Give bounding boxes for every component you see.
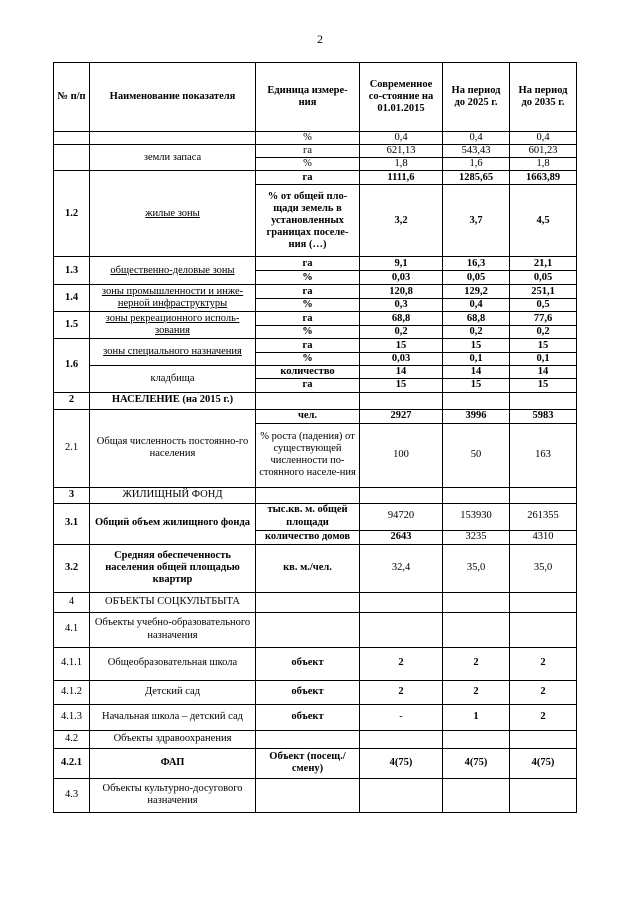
table-row <box>54 392 577 409</box>
value-2025: 2 <box>443 680 510 704</box>
value-2025: 0,1 <box>443 353 510 366</box>
value-2035: 15 <box>510 339 577 353</box>
table-row <box>54 647 577 680</box>
unit-cell: % от общей пло-щади земель в установленных границах поселе-ния (…) <box>256 185 360 257</box>
unit-cell: га <box>256 379 360 392</box>
value-current: 0,3 <box>360 299 443 312</box>
value-current: 94720 <box>360 503 443 530</box>
unit-cell: чел. <box>256 409 360 423</box>
value-current: 15 <box>360 339 443 353</box>
value-2035: 77,6 <box>510 312 577 326</box>
value-2035: 2 <box>510 647 577 680</box>
row-name: Объекты учебно-образовательного назначения <box>90 612 256 647</box>
value-current: 0,03 <box>360 271 443 285</box>
table-row <box>54 544 577 592</box>
unit-cell: % <box>256 158 360 171</box>
value-current: 9,1 <box>360 257 443 271</box>
value-2035: 35,0 <box>510 544 577 592</box>
value-2025: 1285,65 <box>443 171 510 185</box>
page-number: 2 <box>317 32 323 46</box>
row-number: 1.4 <box>54 285 90 312</box>
unit-cell: % <box>256 326 360 339</box>
value-2035: 21,1 <box>510 257 577 271</box>
row-number: 1.2 <box>54 171 90 257</box>
value-current: 15 <box>360 379 443 392</box>
row-number: 4.2 <box>54 730 90 748</box>
value-current: 1111,6 <box>360 171 443 185</box>
table-row <box>54 285 577 299</box>
row-number: 4.1 <box>54 612 90 647</box>
row-name: Объекты культурно-досугового назначения <box>90 778 256 812</box>
row-number: 4.1.1 <box>54 647 90 680</box>
value-current: 2927 <box>360 409 443 423</box>
table-row <box>54 704 577 730</box>
value-current: 0,2 <box>360 326 443 339</box>
row-number: 2 <box>54 392 90 409</box>
header-current: Современное со-стояние на 01.01.2015 <box>360 63 443 132</box>
value-2035: 14 <box>510 366 577 379</box>
value-2025: 15 <box>443 339 510 353</box>
value-2025: 543,43 <box>443 145 510 158</box>
value-2035: 251,1 <box>510 285 577 299</box>
value-2035: 15 <box>510 379 577 392</box>
value-2035: 0,05 <box>510 271 577 285</box>
row-name: Средняя обеспеченность населения общей площадью квартир <box>90 544 256 592</box>
unit-cell: количество домов <box>256 530 360 544</box>
value-current: 3,2 <box>360 185 443 257</box>
value-2035: 2 <box>510 680 577 704</box>
unit-cell: % <box>256 353 360 366</box>
table-row <box>54 612 577 647</box>
section-title: ЖИЛИЩНЫЙ ФОНД <box>90 487 256 503</box>
value-current: 2 <box>360 647 443 680</box>
indicators-table <box>53 62 577 813</box>
row-number: 4.1.2 <box>54 680 90 704</box>
table-row <box>54 592 577 612</box>
row-number: 1.6 <box>54 339 90 392</box>
value-2035: 163 <box>510 423 577 487</box>
section-title: ОБЪЕКТЫ СОЦКУЛЬТБЫТА <box>90 592 256 612</box>
row-number: 4.3 <box>54 778 90 812</box>
row-name: Общий объем жилищного фонда <box>90 503 256 544</box>
value-2025: 2 <box>443 647 510 680</box>
table-row <box>54 487 577 503</box>
value-current: 120,8 <box>360 285 443 299</box>
value-2035: 0,5 <box>510 299 577 312</box>
value-2025: 1,6 <box>443 158 510 171</box>
row-name: зоны промышленности и инже-нерной инфраструктуры <box>90 285 256 312</box>
row-number: 2.1 <box>54 409 90 487</box>
unit-cell: га <box>256 339 360 353</box>
value-2025: 0,4 <box>443 132 510 145</box>
value-2025: 0,05 <box>443 271 510 285</box>
row-name: кладбища <box>90 366 256 392</box>
value-2025: 153930 <box>443 503 510 530</box>
row-number: 4.1.3 <box>54 704 90 730</box>
unit-cell: количество <box>256 366 360 379</box>
value-2035: 4(75) <box>510 748 577 778</box>
value-2035: 4310 <box>510 530 577 544</box>
header-name: Наименование показателя <box>90 63 256 132</box>
value-2025: 68,8 <box>443 312 510 326</box>
value-2035: 5983 <box>510 409 577 423</box>
value-2025: 3235 <box>443 530 510 544</box>
table-row <box>54 132 577 145</box>
unit-cell: % <box>256 299 360 312</box>
unit-cell: га <box>256 257 360 271</box>
value-2025: 1 <box>443 704 510 730</box>
row-number: 3 <box>54 487 90 503</box>
row-number: 4.2.1 <box>54 748 90 778</box>
row-name: земли запаса <box>90 145 256 171</box>
row-number: 4 <box>54 592 90 612</box>
value-current: 4(75) <box>360 748 443 778</box>
table-row <box>54 171 577 185</box>
unit-cell: тыс.кв. м. общей площади <box>256 503 360 530</box>
table-row <box>54 257 577 271</box>
table-row <box>54 503 577 530</box>
value-2025: 50 <box>443 423 510 487</box>
value-2025: 3,7 <box>443 185 510 257</box>
value-2025: 129,2 <box>443 285 510 299</box>
value-current: 1,8 <box>360 158 443 171</box>
row-name: Начальная школа – детский сад <box>90 704 256 730</box>
table-row <box>54 748 577 778</box>
value-2025: 15 <box>443 379 510 392</box>
unit-cell: га <box>256 312 360 326</box>
value-current: 0,03 <box>360 353 443 366</box>
value-2025: 3996 <box>443 409 510 423</box>
table-header-row <box>54 63 577 132</box>
value-2025: 14 <box>443 366 510 379</box>
value-current: 2643 <box>360 530 443 544</box>
row-name: зоны специального назначения <box>90 339 256 366</box>
row-name: Общеобразовательная школа <box>90 647 256 680</box>
unit-cell: Объект (посещ./смену) <box>256 748 360 778</box>
value-2035: 601,23 <box>510 145 577 158</box>
value-2035: 1663,89 <box>510 171 577 185</box>
header-unit: Единица измере-ния <box>256 63 360 132</box>
row-number: 1.5 <box>54 312 90 339</box>
table-row <box>54 145 577 158</box>
header-2035: На период до 2035 г. <box>510 63 577 132</box>
value-2035: 0,1 <box>510 353 577 366</box>
value-current: 621,13 <box>360 145 443 158</box>
value-2025: 0,2 <box>443 326 510 339</box>
table-row <box>54 409 577 423</box>
value-2025: 4(75) <box>443 748 510 778</box>
row-name: общественно-деловые зоны <box>90 257 256 285</box>
section-title: НАСЕЛЕНИЕ (на 2015 г.) <box>90 392 256 409</box>
row-name: зоны рекреационного исполь-зования <box>90 312 256 339</box>
table-row <box>54 339 577 353</box>
row-name: Общая численность постоянно-го населения <box>90 409 256 487</box>
value-current: 68,8 <box>360 312 443 326</box>
value-current: 32,4 <box>360 544 443 592</box>
unit-cell: кв. м./чел. <box>256 544 360 592</box>
row-name: ФАП <box>90 748 256 778</box>
unit-cell: га <box>256 171 360 185</box>
row-name: Объекты здравоохранения <box>90 730 256 748</box>
value-2035: 0,2 <box>510 326 577 339</box>
unit-cell: % <box>256 132 360 145</box>
table-row <box>54 778 577 812</box>
value-current: 14 <box>360 366 443 379</box>
value-2035: 2 <box>510 704 577 730</box>
row-number: 1.3 <box>54 257 90 285</box>
value-2025: 16,3 <box>443 257 510 271</box>
value-2035: 4,5 <box>510 185 577 257</box>
unit-cell: объект <box>256 647 360 680</box>
row-number: 3.1 <box>54 503 90 544</box>
value-2025: 0,4 <box>443 299 510 312</box>
value-2035: 1,8 <box>510 158 577 171</box>
value-current: - <box>360 704 443 730</box>
value-2025: 35,0 <box>443 544 510 592</box>
table-row <box>54 730 577 748</box>
value-2035: 261355 <box>510 503 577 530</box>
value-2035: 0,4 <box>510 132 577 145</box>
value-current: 100 <box>360 423 443 487</box>
unit-cell: % роста (падения) от существующей численности по-стоянного населе-ния <box>256 423 360 487</box>
unit-cell: объект <box>256 680 360 704</box>
unit-cell: объект <box>256 704 360 730</box>
row-number: 3.2 <box>54 544 90 592</box>
unit-cell: % <box>256 271 360 285</box>
row-name: Детский сад <box>90 680 256 704</box>
unit-cell: га <box>256 285 360 299</box>
row-name: жилые зоны <box>90 171 256 257</box>
table-row <box>54 312 577 326</box>
table-row <box>54 366 577 379</box>
header-num: № п/п <box>54 63 90 132</box>
header-2025: На период до 2025 г. <box>443 63 510 132</box>
value-current: 2 <box>360 680 443 704</box>
unit-cell: га <box>256 145 360 158</box>
table-row <box>54 680 577 704</box>
value-current: 0,4 <box>360 132 443 145</box>
